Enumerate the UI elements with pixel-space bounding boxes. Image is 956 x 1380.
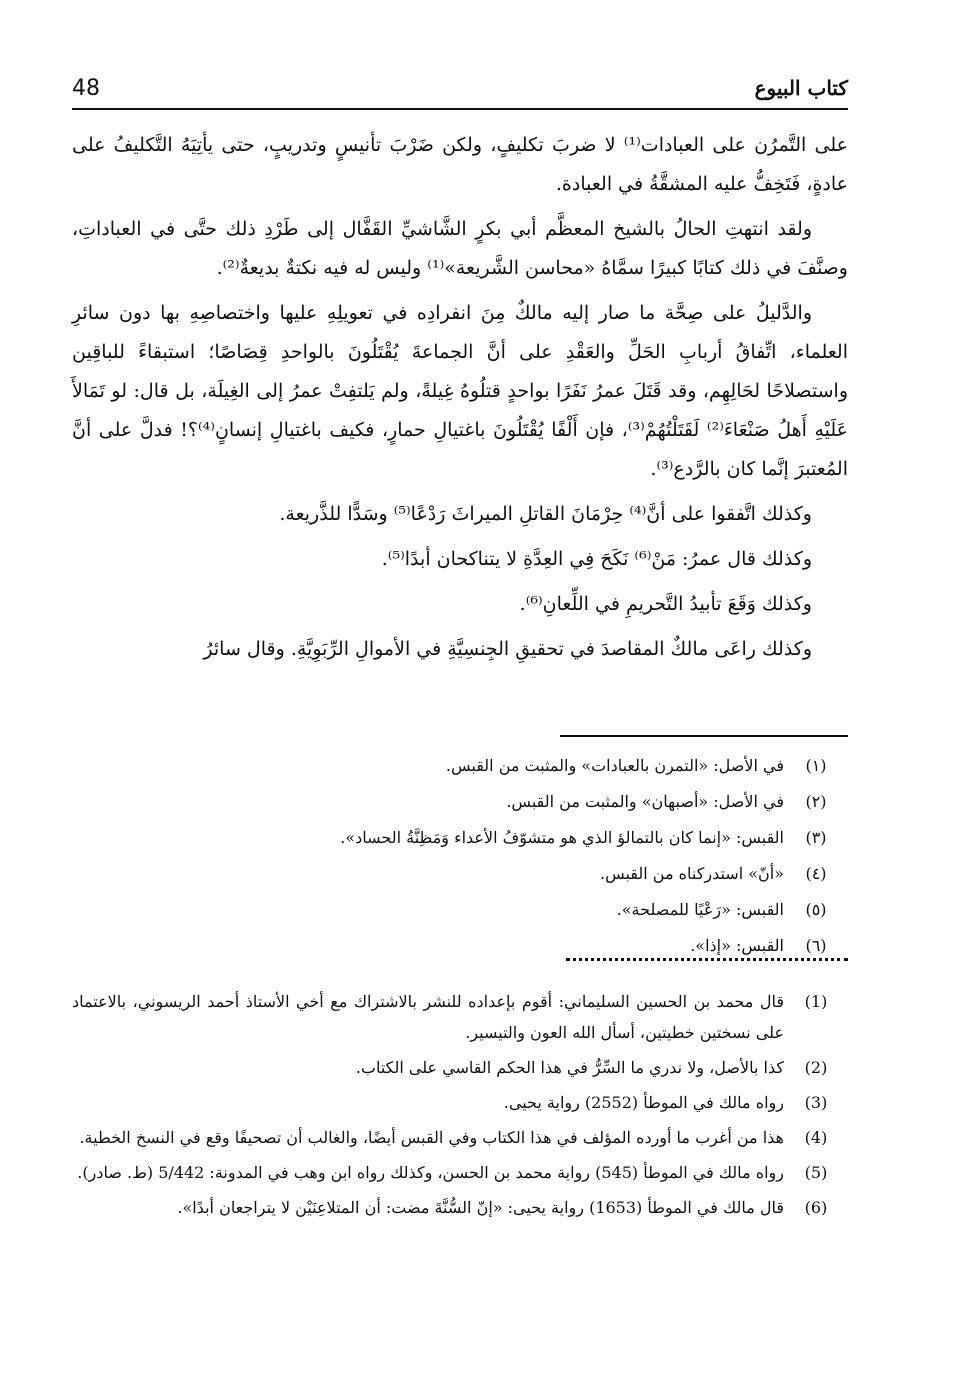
dotted-separator [566,958,848,961]
footnote-number: (3) [804,1093,828,1112]
footnote-number: (١) [805,756,827,775]
footnote-text: في الأصل: «التمرن بالعبادات» والمثبت من القبس. [445,756,784,775]
footnote-number: (5) [804,1163,828,1182]
paragraph: وكذلك قال عمرُ: مَنْ⁽⁶⁾ نَكَحَ فِي العِدَّةِ لا يتناكحان أبدًا⁽⁵⁾. [381,548,812,570]
footnote-number: (4) [804,1128,828,1147]
footnote-text: رواه مالك في الموطأ (2552) رواية يحيى. [503,1093,784,1112]
footnote-text: قال محمد بن الحسين السليماني: أقوم بإعداده للنشر بالاشتراك مع أخي الأستاذ أحمد الريسوني، بالاعتماد على نسختين خطيتين، أسأل الله العون والتيسير. [72,992,784,1042]
paragraph: على التَّمرُن على العبادات⁽¹⁾ لا ضربَ تكليفٍ، ولكن ضَرْبَ تأنيسٍ وتدريبٍ، حتى يأتِيَهُ التَّكليفُ على عادةٍ، فَتَخِفُّ عليه المشقَّةُ في العبادة. [72,134,848,195]
footnote-number: (٥) [805,900,827,919]
page-header [72,72,848,110]
footnote-text: القبس: «إنما كان بالتمالؤ الذي هو متشوّفُ الأعداء وَمَظِنَّةُ الحساد». [340,828,784,847]
footnote [72,1052,848,1083]
paragraph: والدَّليلُ على صِحَّة ما صار إليه مالكٌ مِنَ انفرادِه في تعويلِهِ عليها واختصاصِهِ بها دون سائرِ العلماء، اتِّفاقُ أربابِ الحَلِّ والعَقْدِ على أنَّ الجماعةَ يُقْتَلُونَ بالواحدِ قِصَاصًا؛ استبقاءً للباقِين واستصلاحًا لحَالِهِم، وقد قَتَلَ عمرُ نَفَرًا بواحدٍ قتلُوهُ غِيلةً، ولم يَلتفِتْ عمرُ إلى الغِيلَة، بل قال: لو تَمَالأَ عَلَيْهِ أَهلُ صَنْعَاءَ⁽²⁾ لَقَتَلْتُهُمْ⁽³⁾، فإن أَلْفًا يُقْتَلُونَ باغتيالِ حمارٍ، فكيف باغتيالِ إنسانٍ⁽⁴⁾؟! فدلَّ على أنَّ المُعتبرَ إنَّما كان بالرَّدع⁽³⁾. [72,302,848,480]
footnote-text: في الأصل: «أصبهان» والمثبت من القبس. [506,792,784,811]
footnote-text: القبس: «إذا». [690,936,784,955]
running-title: كتاب البيوع [754,76,848,100]
footnote-number: (1) [804,992,828,1011]
footnote [72,748,848,784]
footnote [72,1087,848,1118]
footnote-text: هذا من أغرب ما أورده المؤلف في هذا الكتاب وفي القبس أيضًا، والغالب أن تصحيفًا وقع في النسخ الخطية. [79,1128,784,1147]
footnote-number: (٤) [805,864,827,883]
footnote-text: قال مالك في الموطأ (1653) رواية يحيى: «إنّ السُّنَّةَ مضت: أن المتلاعِنَيْن لا يتراجعان أبدًا». [177,1198,784,1217]
paragraph: وكذلك راعَى مالكٌ المقاصدَ في تحقيقِ الجِنسِيَّةِ في الأموالِ الرِّبَوِيَّةِ. وقال سائرُ [203,638,812,660]
footnote [72,1192,848,1223]
footnote [72,820,848,856]
paragraph: وكذلك وَقَعَ تأبيدُ التَّحريمِ في اللِّعانِ⁽⁶⁾. [519,593,812,615]
footnote [72,784,848,820]
footnote [72,892,848,928]
publisher-footnotes [72,986,848,1227]
footnote-number: (٦) [805,936,827,955]
page-number: 48 [72,76,100,101]
footnote-text: «أنّ» استدركناه من القبس. [599,864,784,883]
footnote-text: كذا بالأصل، ولا ندري ما السِّرُّ في هذا الحكم القاسي على الكتاب. [355,1058,784,1077]
paragraph: ولقد انتهتِ الحالُ بالشيخ المعظَّم أبي بكرٍ الشَّاشيِّ القَفَّال إلى طَرْدِ ذلك حتَّى في العباداتِ، وصنَّفَ في ذلك كتابًا كبيرًا سمَّاهُ «محاسن الشَّريعة»⁽¹⁾ وليس له فيه نكتةٌ بديعةٌ⁽²⁾. [72,218,848,279]
main-text [72,126,848,675]
footnote-number: (٢) [805,792,827,811]
paragraph: وكذلك اتَّفقوا على أنَّ⁽⁴⁾ حِرْمَانَ القاتلِ الميراثَ رَدْعًا⁽⁵⁾ وسَدًّا للذَّريعة. [279,503,812,525]
footnote [72,856,848,892]
footnote-number: (2) [804,1058,828,1077]
footnote [72,1122,848,1153]
footnote-separator [560,735,848,737]
footnote [72,986,848,1048]
footnote-text: القبس: «رَعْيًا للمصلحة». [616,900,784,919]
editor-footnotes [72,748,848,964]
footnote [72,1157,848,1188]
footnote-number: (٣) [805,828,827,847]
footnote-text: رواه مالك في الموطأ (545) رواية محمد بن الحسن، وكذلك رواه ابن وهب في المدونة: 5/442 (ط. صادر). [77,1163,784,1182]
footnote-number: (6) [804,1198,828,1217]
